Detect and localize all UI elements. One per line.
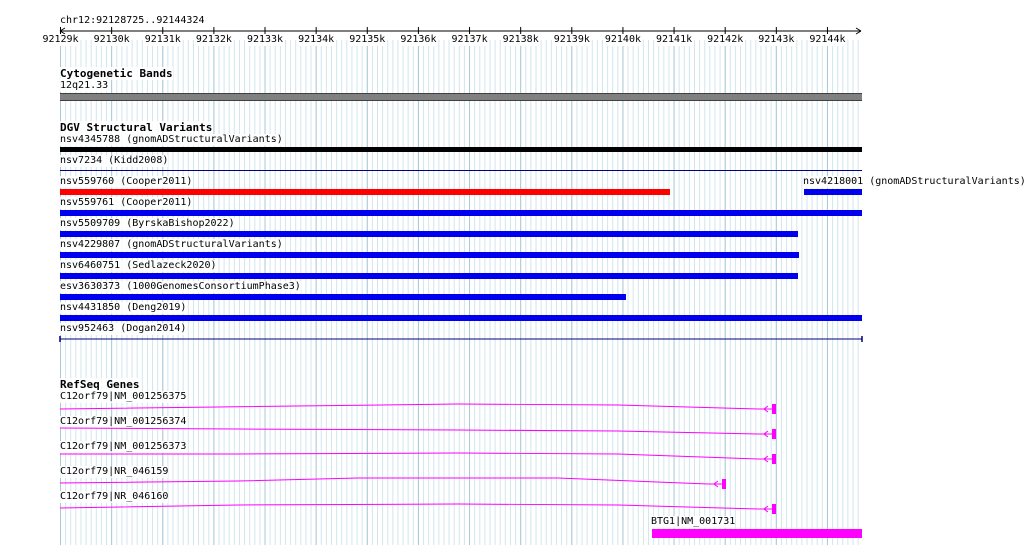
dgv-track-title: DGV Structural Variants [60,121,213,134]
cytoband-bar[interactable] [60,93,862,101]
gene-transcript-model[interactable] [652,529,862,538]
gene-label: C12orf79|NR_046159 [60,466,169,477]
gene-label: BTG1|NM_001731 [651,516,736,527]
dgv-feature-bar[interactable] [60,252,799,258]
dgv-feature-bar[interactable] [60,147,862,152]
dgv-feature-label: esv3630373 (1000GenomesConsortiumPhase3) [60,281,301,292]
ruler-tick-label: 92130k [93,34,130,45]
dgv-feature-label: nsv4345788 (gnomADStructuralVariants) [60,134,283,145]
dgv-feature-label: nsv4218001 (gnomADStructuralVariants) [803,176,1026,187]
cytoband-track-title: Cytogenetic Bands [60,67,173,80]
gene-label: C12orf79|NM_001256375 [60,391,187,402]
dgv-feature-bar[interactable] [60,294,626,300]
dgv-feature-label: nsv559761 (Cooper2011) [60,197,193,208]
dgv-feature-label: nsv5509709 (ByrskaBishop2022) [60,218,235,229]
ruler-tick-label: 92135k [349,34,386,45]
location-label: chr12:92128725..92144324 [60,15,205,26]
dgv-feature-label: nsv4229807 (gnomADStructuralVariants) [60,239,283,250]
ruler-tick-label: 92131k [144,34,181,45]
dgv-feature-bar[interactable] [60,273,798,279]
dgv-feature-bar[interactable] [60,231,798,237]
ruler-tick-label: 92140k [604,34,641,45]
ruler-tick-label: 92132k [195,34,232,45]
ruler-tick-label: 92136k [400,34,437,45]
ruler-tick-label: 92133k [246,34,284,45]
refseq-track-title: RefSeq Genes [60,378,140,391]
ruler-tick-label: 92144k [809,34,846,45]
ruler-tick-label: 92143k [758,34,795,45]
cytoband-name: 12q21.33 [60,80,109,91]
dgv-feature-bar[interactable] [804,189,862,195]
ruler-tick-label: 92129k [42,34,79,45]
ruler-axis [0,24,890,38]
dgv-feature-bar[interactable] [60,210,862,216]
ruler-tick-label: 92139k [553,34,590,45]
dgv-feature-label: nsv4431850 (Deng2019) [60,302,187,313]
gene-label: C12orf79|NM_001256374 [60,416,187,427]
dgv-feature-label: nsv7234 (Kidd2008) [60,155,169,166]
gene-label: C12orf79|NR_046160 [60,491,169,502]
dgv-feature-label: nsv559760 (Cooper2011) [60,176,193,187]
dgv-feature-bar[interactable] [60,315,862,321]
dgv-feature-label: nsv952463 (Dogan2014) [60,323,187,334]
ruler-tick-label: 92137k [451,34,488,45]
dgv-feature-bar[interactable] [59,334,864,344]
gene-label: C12orf79|NM_001256373 [60,441,187,452]
dgv-feature-bar[interactable] [60,170,862,171]
ruler-tick-label: 92142k [707,34,744,45]
dgv-feature-label: nsv6460751 (Sedlazeck2020) [60,260,217,271]
ruler-tick-label: 92138k [502,34,539,45]
dgv-feature-bar[interactable] [60,189,670,195]
ruler-tick-label: 92141k [655,34,693,45]
ruler-tick-label: 92134k [298,34,335,45]
